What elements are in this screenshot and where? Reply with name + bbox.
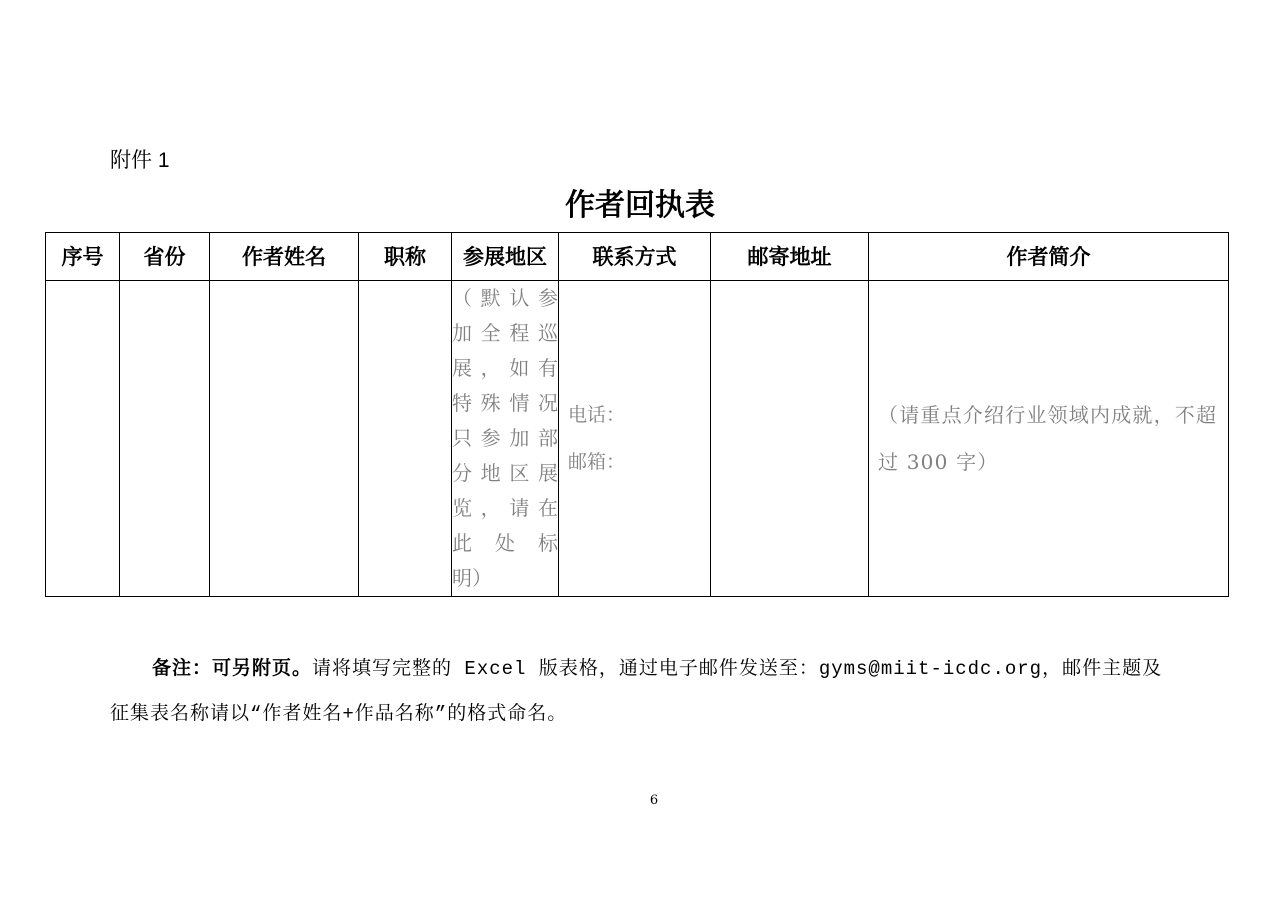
header-author-bio: 作者简介 — [869, 233, 1229, 281]
region-note-line: 展，如有 — [452, 356, 558, 380]
remark-body: 请将填写完整的 Excel 版表格，通过电子邮件发送至：gyms@miit-icdc.org，邮件主题及征集表名称请以“作者姓名+作品名称”的格式命名。 — [110, 658, 1163, 725]
cell-serial-number — [46, 281, 120, 597]
region-note-line: 加全程巡 — [452, 321, 558, 345]
cell-exhibition-region — [452, 281, 559, 597]
remark-lead: 备注：可另附页。 — [152, 658, 313, 680]
table-header-row — [46, 233, 1229, 281]
region-note-line: 分地区展 — [452, 461, 558, 485]
cell-mailing-address — [711, 281, 869, 597]
header-province: 省份 — [120, 233, 210, 281]
author-bio-hint: （请重点介绍行业领域内成就，不超过 300 字） — [878, 402, 1218, 474]
region-note-line: 此处标 — [452, 531, 558, 555]
document-title: 作者回执表 — [565, 188, 715, 223]
cell-author-bio — [869, 281, 1229, 597]
header-author-name: 作者姓名 — [210, 233, 359, 281]
cell-contact — [559, 281, 711, 597]
remark-paragraph — [110, 647, 1178, 737]
header-job-title: 职称 — [359, 233, 452, 281]
author-receipt-table — [45, 232, 1229, 597]
cell-author-name — [210, 281, 359, 597]
page-number: 6 — [649, 793, 659, 808]
region-note-line: （默认参 — [452, 286, 558, 310]
attachment-label: 附件 1 — [110, 149, 170, 172]
table-row — [46, 281, 1229, 597]
email-label: 邮箱： — [568, 450, 626, 473]
header-contact: 联系方式 — [559, 233, 711, 281]
phone-label: 电话： — [568, 403, 626, 426]
region-note-line: 览，请在 — [452, 496, 558, 520]
header-exhibition-region: 参展地区 — [452, 233, 559, 281]
region-note-line: 明） — [452, 566, 492, 590]
cell-job-title — [359, 281, 452, 597]
header-mailing-address: 邮寄地址 — [711, 233, 869, 281]
region-note-line: 只参加部 — [452, 426, 558, 450]
cell-province — [120, 281, 210, 597]
header-serial-number: 序号 — [46, 233, 120, 281]
region-note-line: 特殊情况 — [452, 391, 558, 415]
